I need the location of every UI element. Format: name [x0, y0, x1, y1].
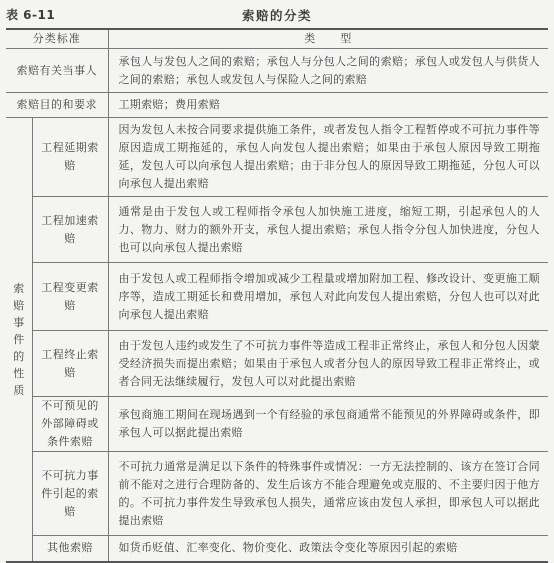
- table-row-nature: [6, 118, 548, 197]
- subcategory-cell: 工程终止索赔: [32, 331, 108, 397]
- description-cell: 不可抗力通常是满足以下条件的特殊事件或情况：一方无法控制的、该方在签订合同前不能对之进行合理防备的、发生后该方不能合理避免或克服的、不主要归因于他方的。不可抗力事件发生导致承包人损失，通常应该由发包人承担，即承包人可以据此提出索赔: [108, 452, 548, 536]
- description-cell: 承包商施工期间在现场遇到一个有经验的承包商通常不能预见的外界障碍或条件，即承包人可以据此提出索赔: [108, 397, 548, 452]
- description-cell: 由于发包人违约或发生了不可抗力事件等造成工程非正常终止，承包人和分包人因蒙受经济损失而提出索赔；如果由于承包人或者分包人的原因导致工程非正常终止，或者合同无法继续履行，发包人可以对此提出索赔: [108, 331, 548, 397]
- type-cell: 工期索赔；费用索赔: [108, 93, 548, 118]
- subcategory-cell: 工程加速索赔: [32, 197, 108, 263]
- table-header-row: [6, 29, 548, 49]
- claims-classification-table: [6, 28, 548, 563]
- table-row-nature: [6, 536, 548, 562]
- header-criterion: 分类标准: [6, 29, 108, 49]
- description-cell: 由于发包人或工程师指令增加或减少工程量或增加附加工程、修改设计、变更施工顺序等，造成工期延长和费用增加，承包人对此向发包人提出索赔，分包人也可以对此向承包人提出索赔: [108, 263, 548, 331]
- table-row-purpose: [6, 93, 548, 118]
- subcategory-cell: 其他索赔: [32, 536, 108, 562]
- nature-group-label: 索 赔 事 件 的 性 质: [6, 118, 32, 562]
- table-row-nature: [6, 263, 548, 331]
- table-row-nature: [6, 197, 548, 263]
- table-number: 表 6-11: [6, 8, 56, 22]
- description-cell: 因为发包人未按合同要求提供施工条件，或者发包人指令工程暂停或不可抗力事件等原因造成工期拖延的，承包人向发包人提出索赔；如果由于承包人原因导致工期拖延，发包人可以向承包人提出索赔；由于非分包人的原因导致工期拖延，分包人可以向承包人提出索赔: [108, 118, 548, 197]
- type-cell: 承包人与发包人之间的索赔；承包人与分包人之间的索赔；承包人或发包人与供货人之间的索赔；承包人或发包人与保险人之间的索赔: [108, 49, 548, 93]
- table-row-parties: [6, 49, 548, 93]
- criterion-cell: 索赔有关当事人: [6, 49, 108, 93]
- description-cell: 通常是由于发包人或工程师指令承包人加快施工进度，缩短工期，引起承包人的人力、物力、财力的额外开支，承包人提出索赔；承包人指令分包人加快进度，分包人也可以向承包人提出索赔: [108, 197, 548, 263]
- table-row-nature: [6, 331, 548, 397]
- table-caption: [6, 6, 548, 26]
- description-cell: 如货币贬值、汇率变化、物价变化、政策法令变化等原因引起的索赔: [108, 536, 548, 562]
- table-row-nature: [6, 452, 548, 536]
- table-row-nature: [6, 397, 548, 452]
- subcategory-cell: 工程延期索赔: [32, 118, 108, 197]
- subcategory-cell: 工程变更索赔: [32, 263, 108, 331]
- subcategory-cell: 不可预见的外部障碍或条件索赔: [32, 397, 108, 452]
- table-title: 索赔的分类: [241, 8, 312, 23]
- header-type: 类 型: [108, 29, 548, 49]
- subcategory-cell: 不可抗力事件引起的索赔: [32, 452, 108, 536]
- criterion-cell: 索赔目的和要求: [6, 93, 108, 118]
